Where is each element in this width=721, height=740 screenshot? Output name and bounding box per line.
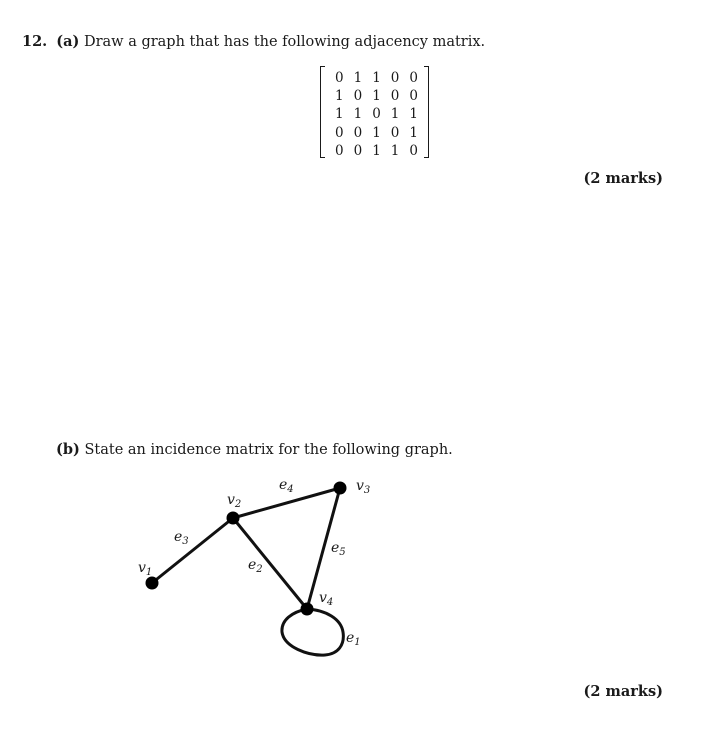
matrix-cell: 1 — [390, 142, 400, 159]
matrix-cell: 0 — [390, 70, 400, 86]
edge-label-e1: $e_1$ — [346, 630, 361, 648]
matrix-cell: 1 — [409, 106, 418, 123]
matrix-cell: 0 — [353, 124, 363, 141]
vertex-v2 — [227, 512, 240, 525]
edge-e3 — [152, 518, 233, 583]
vertex-v3 — [334, 482, 347, 495]
matrix-cell: 1 — [372, 70, 381, 86]
matrix-cell: 1 — [390, 106, 400, 123]
vertex-label-v2: $v_2$ — [227, 492, 242, 510]
part-a-label: (a) — [56, 33, 80, 50]
matrix-cell: 1 — [335, 106, 344, 123]
matrix-cell: 1 — [409, 124, 418, 141]
part-a-marks: (2 marks) — [583, 170, 663, 187]
matrix-cell: 1 — [372, 142, 381, 159]
part-a-text: Draw a graph that has the following adjacency matrix. — [83, 34, 486, 50]
edge-e2 — [233, 518, 307, 609]
edge-label-e4: $e_4$ — [279, 477, 294, 495]
matrix-cell: 1 — [335, 88, 344, 105]
vertex-label-v1: $v_1$ — [138, 560, 153, 578]
matrix-cell: 0 — [409, 142, 418, 159]
matrix-cell: 0 — [390, 124, 400, 141]
matrix-cell: 0 — [409, 70, 418, 86]
matrix-cell: 0 — [335, 142, 344, 159]
matrix-cell: 0 — [335, 70, 344, 86]
edge-label-e5: $e_5$ — [331, 540, 346, 558]
matrix-cell: 0 — [409, 88, 418, 105]
matrix-cell: 0 — [372, 106, 381, 123]
matrix-cell: 1 — [353, 70, 363, 86]
matrix-cell: 0 — [390, 88, 400, 105]
matrix-cell: 0 — [335, 124, 344, 141]
matrix-cell: 1 — [353, 106, 363, 123]
vertex-v4 — [301, 603, 314, 616]
matrix-cell: 1 — [372, 124, 381, 141]
vertex-label-v3: $v_3$ — [356, 478, 371, 496]
vertex-v1 — [146, 577, 159, 590]
edge-label-e2: $e_2$ — [248, 557, 263, 575]
matrix-cell: 0 — [353, 88, 363, 105]
edge-e1-loop — [282, 609, 343, 655]
matrix-cell: 1 — [372, 88, 381, 105]
question-number: 12. — [22, 33, 48, 50]
edge-label-e3: $e_3$ — [174, 529, 189, 547]
vertex-label-v4: $v_4$ — [319, 590, 334, 608]
part-b-label: (b) — [56, 441, 80, 458]
part-b-marks: (2 marks) — [583, 683, 663, 700]
matrix-cell: 0 — [353, 142, 363, 159]
part-b-text: State an incidence matrix for the following graph. — [84, 442, 453, 458]
